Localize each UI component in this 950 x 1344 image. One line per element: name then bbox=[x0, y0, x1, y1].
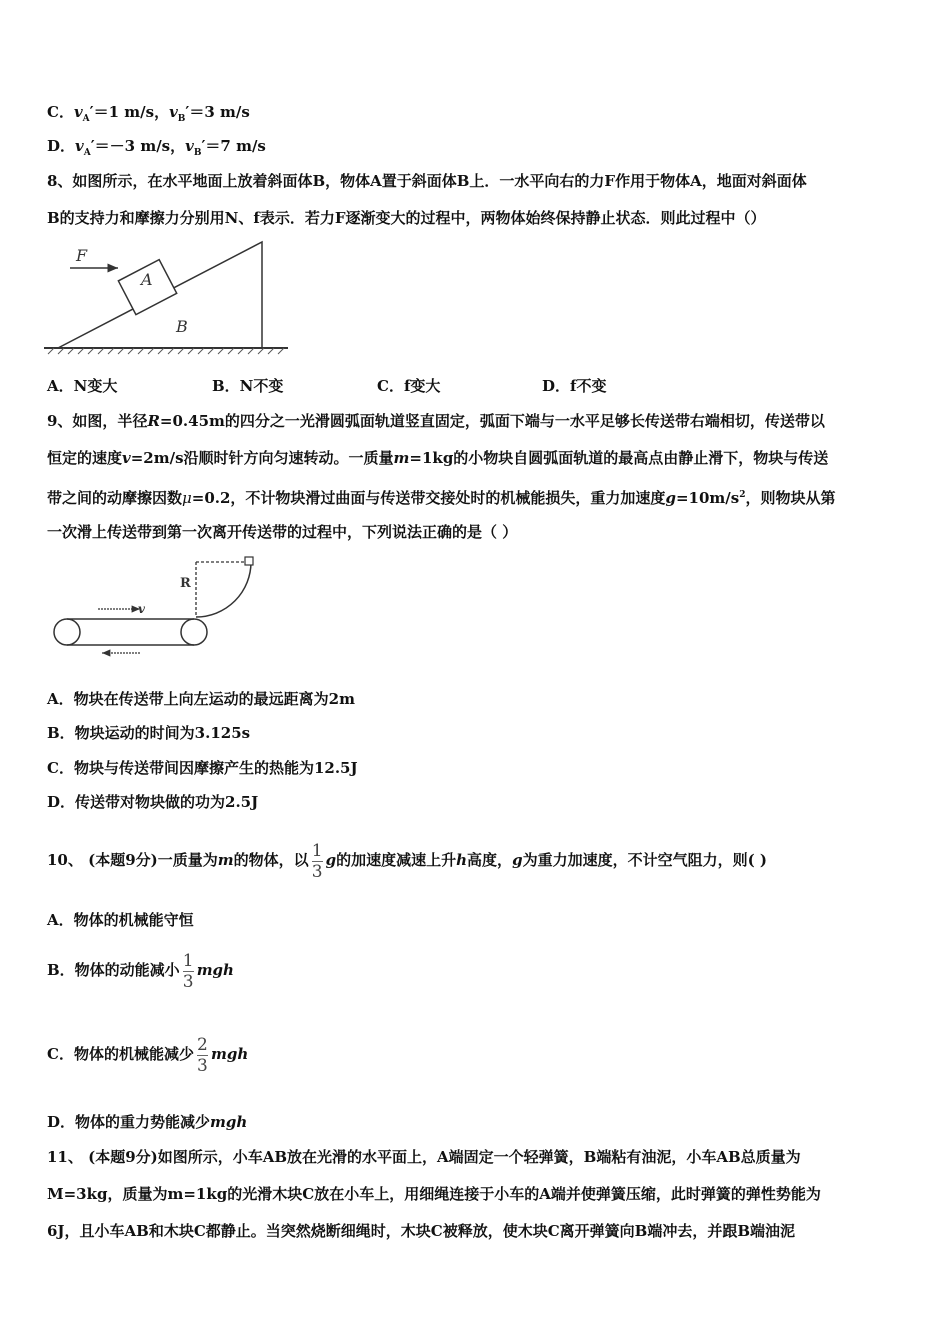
q9-option-b: B．物块运动的时间为3.125s bbox=[47, 724, 251, 742]
q8-stem-line-1: 8、如图所示，在水平地面上放着斜面体B，物体A置于斜面体B上．一水平向右的力F作用于物体A，地面对斜面体 bbox=[47, 172, 807, 190]
q10-option-a: A．物体的机械能守恒 bbox=[47, 911, 194, 929]
q9-stem-line-3: 带之间的动摩擦因数μ=0.2，不计物块滑过曲面与传送带交接处时的机械能损失，重力加速度$g=10m/s^2$，则物块从第 bbox=[47, 489, 836, 507]
right-pulley bbox=[181, 619, 207, 645]
q9-stem-line-2: 恒定的速度v=2m/s沿顺时针方向匀速转动。一质量m=1kg的小物块自圆弧面轨道的最高点由静止滑下，物块与传送 bbox=[47, 449, 829, 467]
q9-option-d: D．传送带对物块做的功为2.5J bbox=[47, 793, 259, 811]
q11-stem-line-2: M=3kg，质量为m=1kg的光滑木块C放在小车上，用细绳连接于小车的A端并使弹簧压缩，此时弹簧的弹性势能为 bbox=[47, 1185, 821, 1203]
q8-stem-line-2: B的支持力和摩擦力分别用N、f表示．若力F逐渐变大的过程中，两物体始终保持静止状态．则此过程中（） bbox=[47, 209, 766, 227]
q7-option-c: C．$v_A'=1$ m/s，$v_B'=3$ m/s bbox=[47, 103, 250, 124]
q8-option-d: D．f不变 bbox=[542, 377, 607, 395]
left-pulley bbox=[54, 619, 80, 645]
q9-option-a: A．物块在传送带上向左运动的最远距离为2m bbox=[47, 690, 355, 708]
label-a: A bbox=[141, 270, 153, 289]
quarter-arc bbox=[196, 562, 251, 617]
q10-option-b: B．物体的动能减小 $\frac{1}{3}$ mgh bbox=[47, 950, 234, 992]
q11-stem-line-3: 6J，且小车AB和木块C都静止。当突然烧断细绳时，木块C被释放，使木块C离开弹簧向B端冲去，并跟B端油泥 bbox=[47, 1222, 796, 1240]
q9-stem-line-1: 9、如图，半径R=0.45m的四分之一光滑圆弧面轨道竖直固定，弧面下端与一水平足够长传送带右端相切，传送带以 bbox=[47, 412, 825, 430]
q10-option-d: D．物体的重力势能减少mgh bbox=[47, 1113, 248, 1131]
q7-option-d: D．$v_A'=-3$ m/s，$v_B'=7$ m/s bbox=[47, 137, 266, 158]
q9-option-c: C．物块与传送带间因摩擦产生的热能为12.5J bbox=[47, 759, 358, 777]
q10-option-c: C．物体的机械能减少 $\frac{2}{3}$ mgh bbox=[47, 1034, 249, 1076]
label-v: v bbox=[138, 602, 145, 616]
q10-stem: 10、 (本题9分)一质量为m的物体，以 $\frac{1}{3}$ g的加速度减速上升h高度，g为重力加速度，不计空气阻力，则( ) bbox=[47, 840, 767, 882]
label-b: B bbox=[176, 317, 188, 336]
q8-incline-figure bbox=[40, 238, 292, 358]
q11-stem-line-1: 11、 (本题9分)如图所示，小车AB放在光滑的水平面上，A端固定一个轻弹簧，B端粘有油泥，小车AB总质量为 bbox=[47, 1148, 801, 1166]
q9-stem-line-4: 一次滑上传送带到第一次离开传送带的过程中，下列说法正确的是（ ） bbox=[47, 523, 518, 541]
label-f: F bbox=[76, 246, 88, 265]
small-block bbox=[245, 557, 253, 565]
q9-conveyor-figure bbox=[46, 555, 266, 660]
q8-option-a: A．N变大 bbox=[47, 377, 118, 395]
q8-option-c: C．f变大 bbox=[377, 377, 441, 395]
q10-fraction: $\frac{1}{3}$ bbox=[311, 840, 323, 882]
q8-option-b: B．N不变 bbox=[212, 377, 284, 395]
label-r: R bbox=[180, 576, 191, 591]
